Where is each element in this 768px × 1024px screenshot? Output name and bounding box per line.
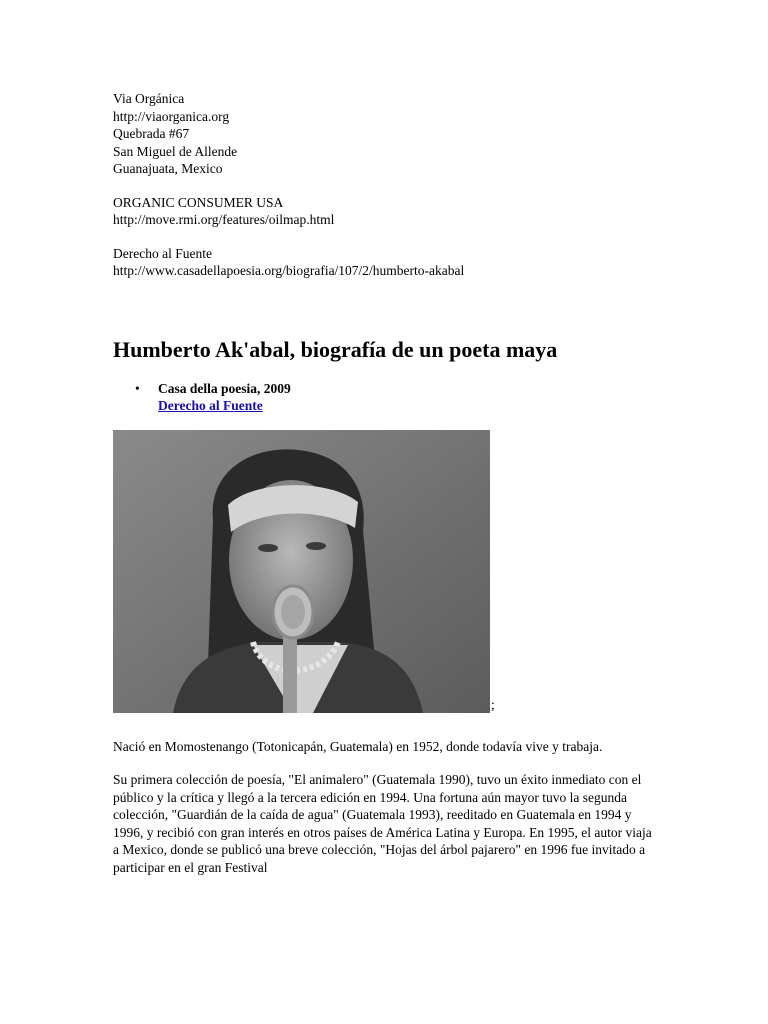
source-name: Casa della poesia, 2009 xyxy=(158,380,291,396)
contact-url: http://viaorganica.org xyxy=(113,108,230,124)
photo-row xyxy=(113,430,658,713)
contact-line: Derecho al Fuente xyxy=(113,245,212,261)
contact-line: San Miguel de Allende xyxy=(113,143,238,159)
document-page xyxy=(113,90,658,892)
source-item xyxy=(158,380,658,415)
contact-url: http://www.casadellapoesia.org/biografia/107/2/humberto-akabal xyxy=(113,263,465,278)
contact-line: Quebrada #67 xyxy=(113,126,190,141)
article-body xyxy=(113,738,658,877)
contact-line: ORGANIC CONSUMER USA xyxy=(113,194,284,210)
portrait-photo xyxy=(113,430,490,713)
contact-block-derecho xyxy=(113,245,658,280)
contact-line: Guanajuata, Mexico xyxy=(113,161,223,176)
article-title: Humberto Ak'abal, biografía de un poeta maya xyxy=(113,336,558,362)
article-paragraph: Su primera colección de poesía, "El animalero" (Guatemala 1990), tuvo un éxito inmediato con el público y la crítica y llegó a la tercera edición en 1994. Una fortuna aún mayor tuvo la segunda colección, "Guardián de la caída de agua" (Guatemala 1993), reeditado en Guatemala en 1994 y 1996, y recibió con gran interés en otros países de América Latina y Europa. En 1995, el autor viaja a Mexico, donde se publicó una breve colección, "Hojas del árbol pajarero" en 1996 fue invitado a participar en el gran Festival xyxy=(113,772,652,875)
article-paragraph: Nació en Momostenango (Totonicapán, Guatemala) en 1952, donde todavía vive y trabaja. xyxy=(113,738,603,754)
portrait-illustration xyxy=(113,430,490,713)
photo-trailing-text: ; xyxy=(491,696,495,712)
contact-block-organic-consumer xyxy=(113,194,658,229)
source-link[interactable]: Derecho al Fuente xyxy=(158,398,263,413)
source-list xyxy=(113,380,658,415)
contact-line: Via Orgánica xyxy=(113,91,185,106)
contact-block-via-organica xyxy=(113,90,658,178)
contact-url: http://move.rmi.org/features/oilmap.html xyxy=(113,212,335,227)
